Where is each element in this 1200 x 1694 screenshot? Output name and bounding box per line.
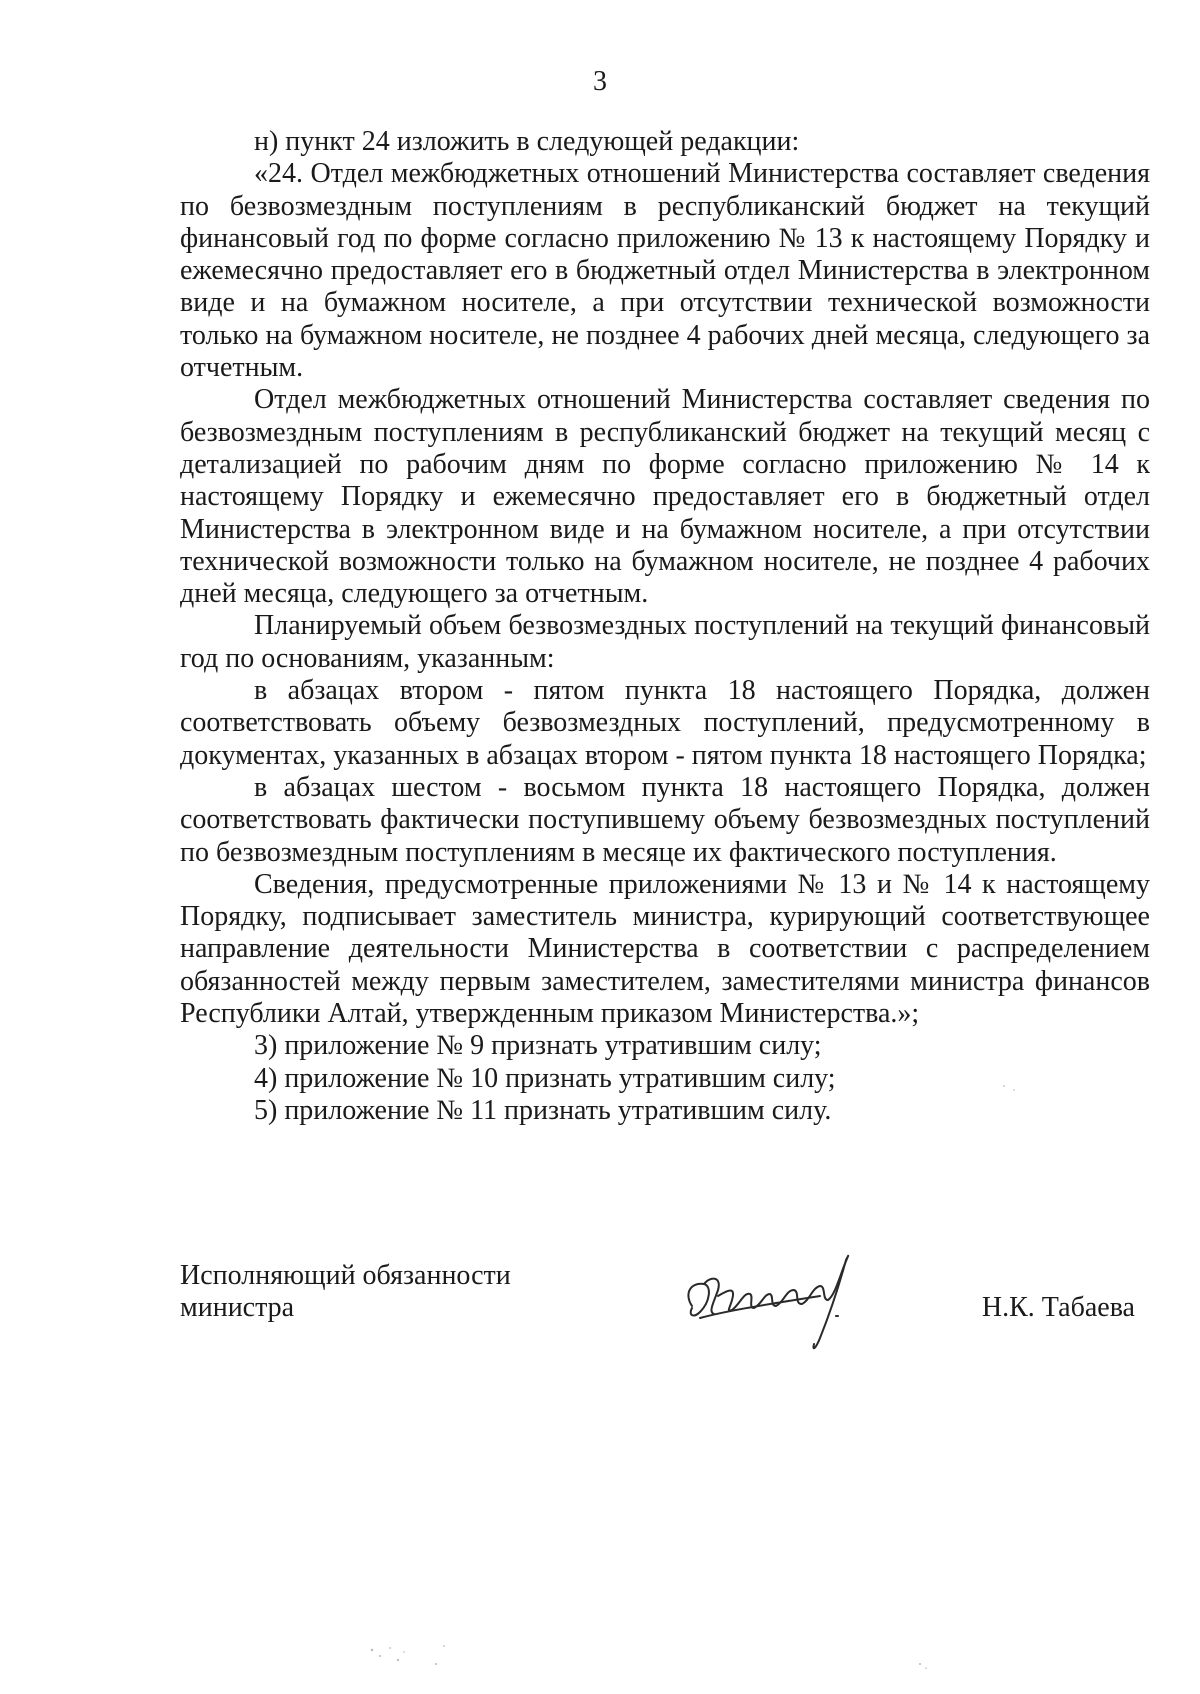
signature-block <box>180 1260 1150 1380</box>
page-number: 3 <box>593 66 607 97</box>
signer-title-line2: министра <box>180 1292 295 1323</box>
paragraph-monthly-info: Отдел межбюджетных отношений Министерства составляет сведения по безвозмездным поступлениям в республиканский бюджет на текущий месяц с детализацией по рабочим дням по форме согласно приложению № 14 к настоящему Порядку и ежемесячно предоставляет его в бюджетный отдел Министерства в электронном виде и на бумажном носителе, а при отсутствии технической возможности только на бумажном носителе, не позднее 4 рабочих дней месяца, следующего за отчетным. <box>180 384 1150 610</box>
document-body <box>180 126 1150 1127</box>
paragraph-paragraphs-6-8: в абзацах шестом - восьмом пункта 18 настоящего Порядка, должен соответствовать фактически поступившему объему безвозмездных поступлений по безвозмездным поступлениям в месяце их фактического поступления. <box>180 771 1150 868</box>
paragraph-appendix-9: 3) приложение № 9 признать утратившим силу; <box>254 1030 822 1062</box>
paragraph-point-24: «24. Отдел межбюджетных отношений Министерства составляет сведения по безвозмездным поступлениям в республиканский бюджет на текущий финансовый год по форме согласно приложению № 13 к настоящему Порядку и ежемесячно предоставляет его в бюджетный отдел Министерства в электронном виде и на бумажном носителе, а при отсутствии технической возможности только на бумажном носителе, не позднее 4 рабочих дней месяца, следующего за отчетным. <box>180 158 1150 384</box>
signer-title <box>180 1260 511 1324</box>
paragraph-planned-volume: Планируемый объем безвозмездных поступлений на текущий финансовый год по основаниям, указанным: <box>180 610 1150 674</box>
paragraph-amendment-n: н) пункт 24 изложить в следующей редакции: <box>254 126 800 157</box>
paragraph-appendix-11: 5) приложение № 11 признать утратившим силу. <box>254 1094 832 1126</box>
paragraph-signing: Сведения, предусмотренные приложениями № 13 и № 14 к настоящему Порядку, подписывает заместитель министра, курирующий соответствующее направление деятельности Министерства в соответствии с распределением обязанностей между первым заместителем, заместителями министра финансов Республики Алтай, утвержденным приказом Министерства.»; <box>180 868 1150 1030</box>
handwritten-signature <box>670 1246 870 1356</box>
paragraph-appendix-10: 4) приложение № 10 признать утратившим силу; <box>254 1062 836 1094</box>
signer-title-line1: Исполняющий обязанности <box>180 1260 511 1291</box>
paragraph-paragraphs-2-5: в абзацах втором - пятом пункта 18 настоящего Порядка, должен соответствовать объему безвозмездных поступлений, предусмотренному в документах, указанных в абзацах втором - пятом пункта 18 настоящего Порядка; <box>180 675 1150 771</box>
signer-name: Н.К. Табаева <box>981 1292 1135 1323</box>
